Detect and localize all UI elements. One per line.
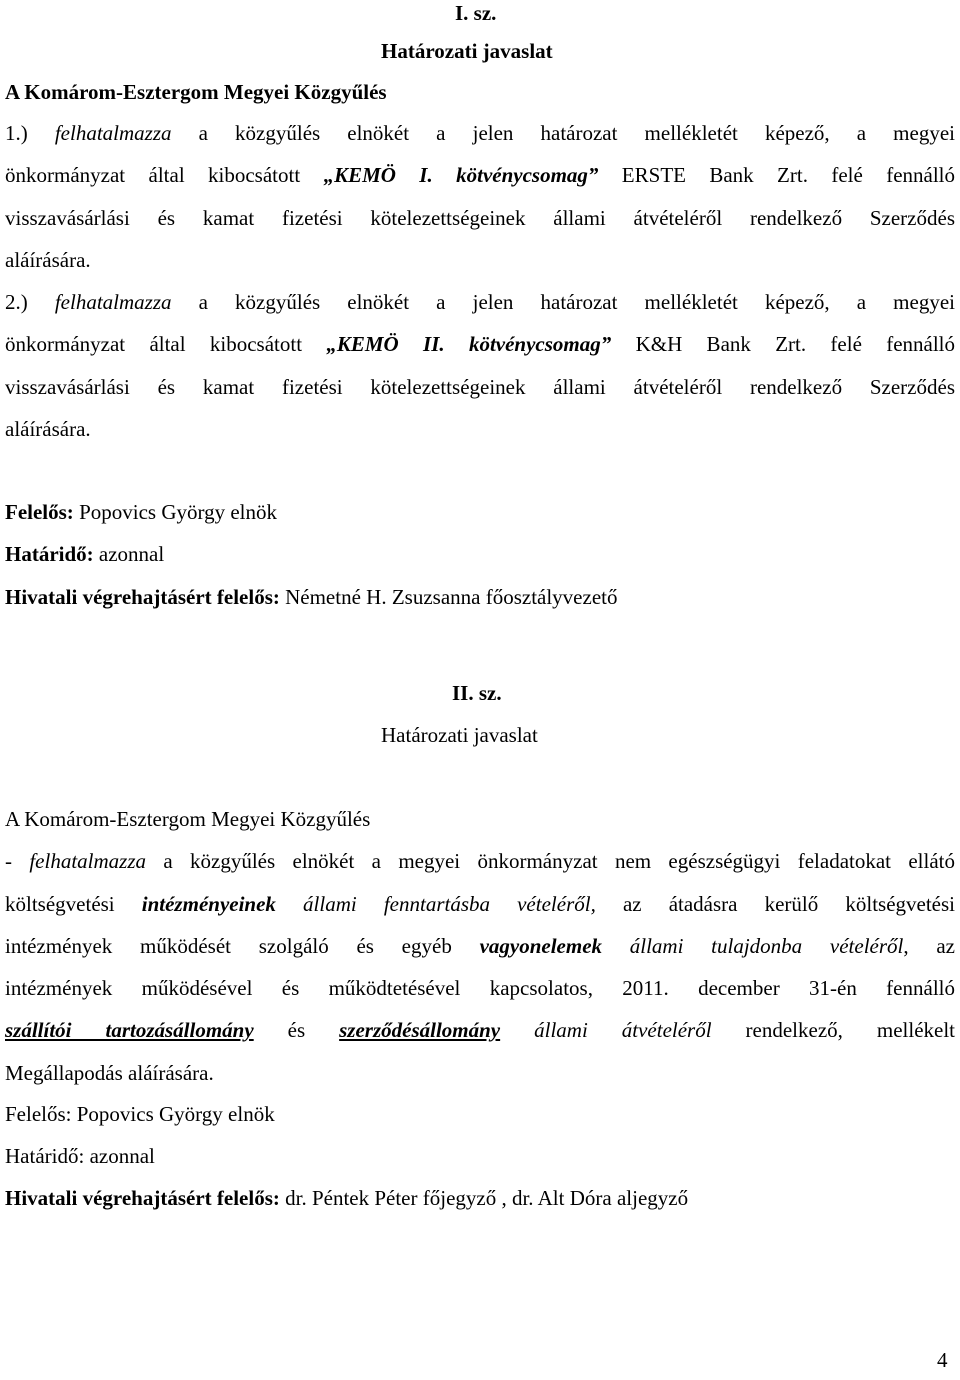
section2-assembly: A Komárom-Esztergom Megyei Közgyűlés	[5, 807, 371, 831]
page-number: 4	[937, 1348, 948, 1372]
section1-item1-line2: önkormányzat által kibocsátott „KEMÖ I. kötvénycsomag” ERSTE Bank Zrt. felé fennálló	[5, 163, 956, 187]
section2-para-line1: - felhatalmazza a közgyűlés elnökét a megyei önkormányzat nem egészségügyi feladatokat ellátó	[5, 849, 956, 873]
section1-item2-line1: 2.) felhatalmazza a közgyűlés elnökét a jelen határozat mellékletét képező, a megyei	[5, 290, 955, 314]
section1-assembly: A Komárom-Esztergom Megyei Közgyűlés	[5, 80, 387, 104]
section1-item2-line3: visszavásárlási és kamat fizetési kötelezettségeinek állami átvételéről rendelkező Szerződés	[5, 375, 955, 399]
section2-office-responsible: Hivatali végrehajtásért felelős: dr. Péntek Péter főjegyző , dr. Alt Dóra aljegyző	[5, 1186, 689, 1210]
section2-para-line4: intézmények működésével és működtetésével kapcsolatos, 2011. december 31-én fennálló	[5, 976, 955, 1000]
section1-heading: Határozati javaslat	[381, 39, 553, 63]
section1-item1-line4: aláírására.	[5, 248, 91, 272]
section1-office-responsible: Hivatali végrehajtásért felelős: Németné H. Zsuzsanna főosztályvezető	[5, 585, 618, 609]
section2-para-line5: szállítói tartozásállomány és szerződésállomány állami átvételéről rendelkező, mellékelt	[5, 1018, 956, 1042]
section2-para-line2: költségvetési intézményeinek állami fenntartásba vételéről, az átadásra kerülő költségvetési	[5, 892, 956, 916]
section1-item1-line3: visszavásárlási és kamat fizetési kötelezettségeinek állami átvételéről rendelkező Szerződés	[5, 206, 955, 230]
section1-item1-line1: 1.) felhatalmazza a közgyűlés elnökét a jelen határozat mellékletét képező, a megyei	[5, 121, 955, 145]
section2-responsible: Felelős: Popovics György elnök	[5, 1102, 275, 1126]
section1-deadline: Határidő: azonnal	[5, 542, 165, 566]
section2-heading: Határozati javaslat	[381, 723, 538, 747]
section2-deadline: Határidő: azonnal	[5, 1144, 155, 1168]
section1-item2-line2: önkormányzat által kibocsátott „KEMÖ II. kötvénycsomag” K&H Bank Zrt. felé fennálló	[5, 332, 956, 356]
section1-item2-line4: aláírására.	[5, 417, 91, 441]
section2-number: II. sz.	[452, 681, 502, 705]
section2-para-line6: Megállapodás aláírására.	[5, 1061, 214, 1085]
section2-para-line3: intézmények működését szolgáló és egyéb vagyonelemek állami tulajdonba vételéről, az	[5, 934, 955, 958]
section1-number: I. sz.	[455, 1, 497, 25]
section1-responsible: Felelős: Popovics György elnök	[5, 500, 278, 524]
